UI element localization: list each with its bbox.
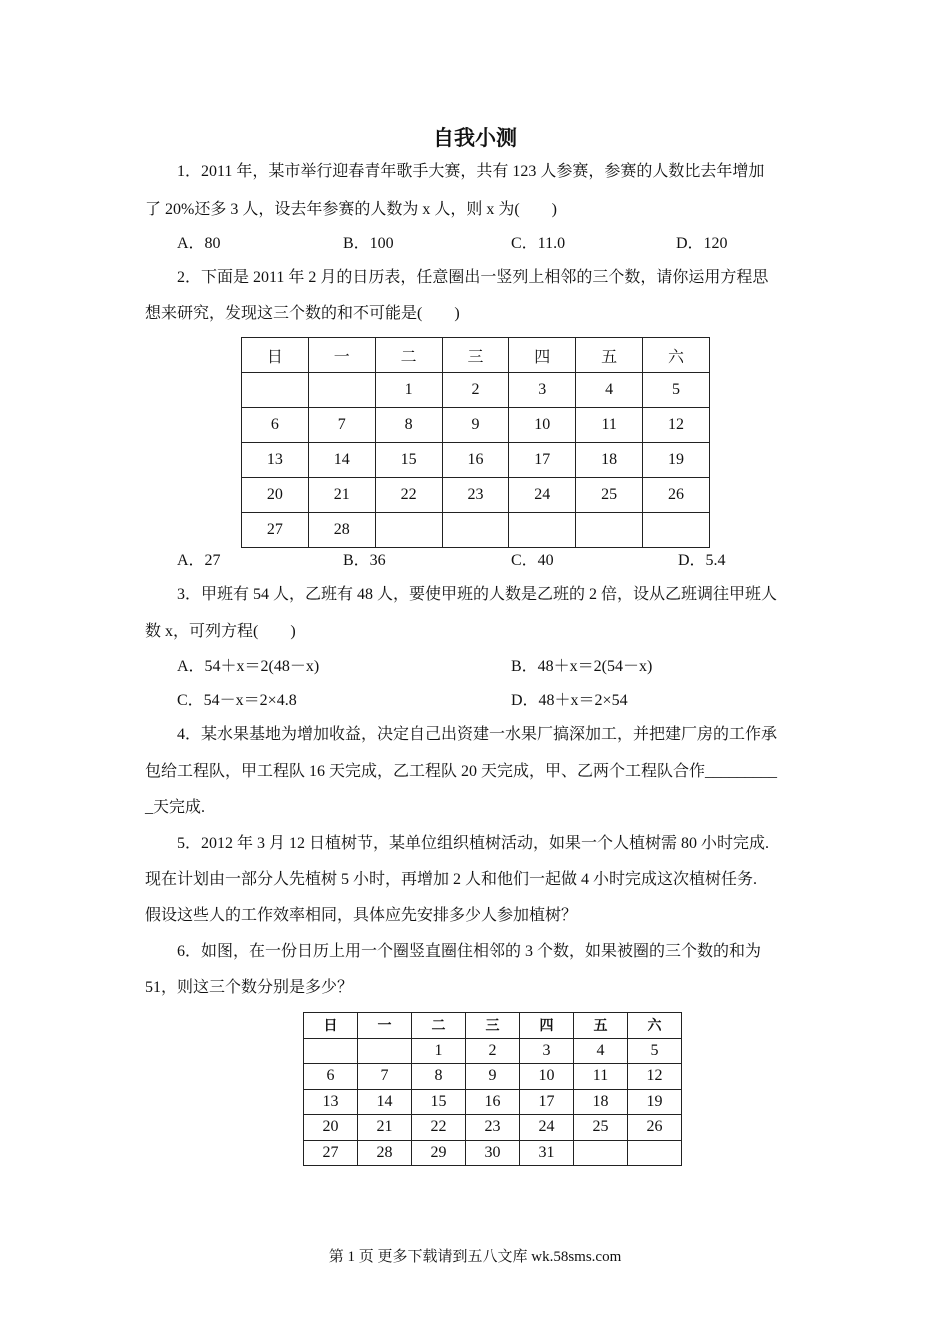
table-cell: 14 — [358, 1089, 412, 1115]
q2-option: B．36 — [343, 552, 386, 569]
table-row — [304, 1064, 682, 1090]
table-cell: 五 — [576, 338, 643, 373]
q6-text-line: 51，则这三个数分别是多少？ — [145, 979, 354, 996]
q1-option: D．120 — [676, 235, 728, 252]
table-cell: 20 — [304, 1115, 358, 1141]
table-cell: 六 — [643, 338, 710, 373]
table-cell: 18 — [576, 443, 643, 478]
table-cell: 13 — [242, 443, 309, 478]
table-cell: 26 — [643, 478, 710, 513]
table-cell: 24 — [520, 1115, 574, 1141]
table-cell: 22 — [412, 1115, 466, 1141]
table-cell: 23 — [466, 1115, 520, 1141]
table-cell: 20 — [242, 478, 309, 513]
table-cell: 19 — [628, 1089, 682, 1115]
table-cell: 四 — [520, 1013, 574, 1039]
table-cell: 9 — [442, 408, 509, 443]
table-row — [304, 1038, 682, 1064]
table-cell: 1 — [412, 1038, 466, 1064]
q3-option: A．54＋x＝2(48－x) — [177, 658, 320, 675]
table-cell — [308, 373, 375, 408]
table-cell: 4 — [576, 373, 643, 408]
table-cell: 19 — [643, 443, 710, 478]
table-header-row — [242, 338, 710, 373]
table-cell: 日 — [242, 338, 309, 373]
table-cell: 25 — [574, 1115, 628, 1141]
table-cell: 17 — [509, 443, 576, 478]
table-cell: 2 — [442, 373, 509, 408]
table-cell: 3 — [509, 373, 576, 408]
table-cell — [643, 513, 710, 548]
table-cell: 18 — [574, 1089, 628, 1115]
table-cell: 26 — [628, 1115, 682, 1141]
table-cell: 15 — [412, 1089, 466, 1115]
table-cell: 3 — [520, 1038, 574, 1064]
q3-text-line: 数 x，可列方程( ) — [145, 623, 296, 640]
table-cell: 14 — [308, 443, 375, 478]
table-cell — [574, 1140, 628, 1166]
table-cell: 12 — [643, 408, 710, 443]
q4-text-line: 包给工程队，甲工程队 16 天完成，乙工程队 20 天完成，甲、乙两个工程队合作_________ — [145, 763, 778, 780]
table-cell: 28 — [308, 513, 375, 548]
table-row — [304, 1115, 682, 1141]
table-cell: 8 — [412, 1064, 466, 1090]
q2-option: C．40 — [511, 552, 554, 569]
table-cell — [242, 373, 309, 408]
q1-option: B．100 — [343, 235, 394, 252]
q1-text-line: 1．2011 年，某市举行迎春青年歌手大赛，共有 123 人参赛，参赛的人数比去年增加 — [177, 163, 765, 180]
table-row — [304, 1089, 682, 1115]
table-cell: 22 — [375, 478, 442, 513]
table-cell: 6 — [304, 1064, 358, 1090]
table-cell: 六 — [628, 1013, 682, 1039]
q5-text-line: 假设这些人的工作效率相同，具体应先安排多少人参加植树？ — [145, 907, 578, 924]
table-cell: 7 — [308, 408, 375, 443]
table-cell: 15 — [375, 443, 442, 478]
table-cell: 四 — [509, 338, 576, 373]
table-cell: 21 — [308, 478, 375, 513]
page-footer: 第 1 页 更多下载请到五八文库 wk.58sms.com — [328, 1249, 622, 1265]
table-cell — [628, 1140, 682, 1166]
table-row — [304, 1140, 682, 1166]
table-cell: 6 — [242, 408, 309, 443]
table-cell: 17 — [520, 1089, 574, 1115]
table-cell: 5 — [643, 373, 710, 408]
table-cell: 28 — [358, 1140, 412, 1166]
q2-text-line: 2．下面是 2011 年 2 月的日历表，任意圈出一竖列上相邻的三个数，请你运用方程思 — [177, 269, 769, 286]
table-cell: 16 — [466, 1089, 520, 1115]
table-row — [242, 513, 710, 548]
q3-text-line: 3．甲班有 54 人，乙班有 48 人，要使甲班的人数是乙班的 2 倍，设从乙班调往甲班人 — [177, 586, 778, 603]
q2-option: D．5.4 — [678, 552, 726, 569]
table-cell: 12 — [628, 1064, 682, 1090]
table-cell: 4 — [574, 1038, 628, 1064]
table-cell: 五 — [574, 1013, 628, 1039]
table-cell: 11 — [574, 1064, 628, 1090]
table-cell: 日 — [304, 1013, 358, 1039]
table-cell — [358, 1038, 412, 1064]
table-cell: 23 — [442, 478, 509, 513]
table-row — [242, 478, 710, 513]
q1-option: A．80 — [177, 235, 221, 252]
table-cell: 7 — [358, 1064, 412, 1090]
table-cell: 11 — [576, 408, 643, 443]
table-cell: 二 — [412, 1013, 466, 1039]
table-row — [242, 408, 710, 443]
q5-text-line: 现在计划由一部分人先植树 5 小时，再增加 2 人和他们一起做 4 小时完成这次植树任务. — [145, 871, 758, 888]
table-cell: 27 — [304, 1140, 358, 1166]
table-cell: 27 — [242, 513, 309, 548]
table-cell: 10 — [520, 1064, 574, 1090]
calendar2-table — [303, 1012, 682, 1166]
table-cell: 30 — [466, 1140, 520, 1166]
q3-option: B．48＋x＝2(54－x) — [511, 658, 653, 675]
table-row — [242, 443, 710, 478]
q3-option: C．54－x＝2×4.8 — [177, 692, 297, 709]
calendar1-table — [241, 337, 710, 548]
table-cell: 1 — [375, 373, 442, 408]
q4-text-line: 4．某水果基地为增加收益，决定自己出资建一水果厂搞深加工，并把建厂房的工作承 — [177, 726, 778, 743]
table-cell: 2 — [466, 1038, 520, 1064]
table-cell: 10 — [509, 408, 576, 443]
q2-option: A．27 — [177, 552, 221, 569]
table-cell: 21 — [358, 1115, 412, 1141]
table-cell: 24 — [509, 478, 576, 513]
table-cell — [375, 513, 442, 548]
table-cell — [304, 1038, 358, 1064]
table-cell: 三 — [466, 1013, 520, 1039]
table-cell: 8 — [375, 408, 442, 443]
table-cell: 三 — [442, 338, 509, 373]
table-cell: 一 — [358, 1013, 412, 1039]
q4-text-line: _天完成. — [145, 799, 206, 816]
q6-text-line: 6．如图，在一份日历上用一个圈竖直圈住相邻的 3 个数，如果被圈的三个数的和为 — [177, 943, 762, 960]
table-cell: 13 — [304, 1089, 358, 1115]
table-row — [242, 373, 710, 408]
table-cell: 29 — [412, 1140, 466, 1166]
table-cell: 一 — [308, 338, 375, 373]
table-cell: 16 — [442, 443, 509, 478]
table-cell: 25 — [576, 478, 643, 513]
table-cell: 5 — [628, 1038, 682, 1064]
table-cell — [509, 513, 576, 548]
table-cell: 二 — [375, 338, 442, 373]
q2-text-line: 想来研究，发现这三个数的和不可能是( ) — [145, 305, 460, 322]
q5-text-line: 5．2012 年 3 月 12 日植树节，某单位组织植树活动，如果一个人植树需 80 小时完成. — [177, 835, 770, 852]
table-header-row — [304, 1013, 682, 1039]
table-cell: 31 — [520, 1140, 574, 1166]
q1-option: C．11.0 — [511, 235, 566, 252]
q1-text-line: 了 20%还多 3 人，设去年参赛的人数为 x 人，则 x 为( ) — [145, 201, 557, 218]
table-cell — [576, 513, 643, 548]
page-title: 自我小测 — [433, 126, 517, 150]
table-cell — [442, 513, 509, 548]
q3-option: D．48＋x＝2×54 — [511, 692, 628, 709]
table-cell: 9 — [466, 1064, 520, 1090]
